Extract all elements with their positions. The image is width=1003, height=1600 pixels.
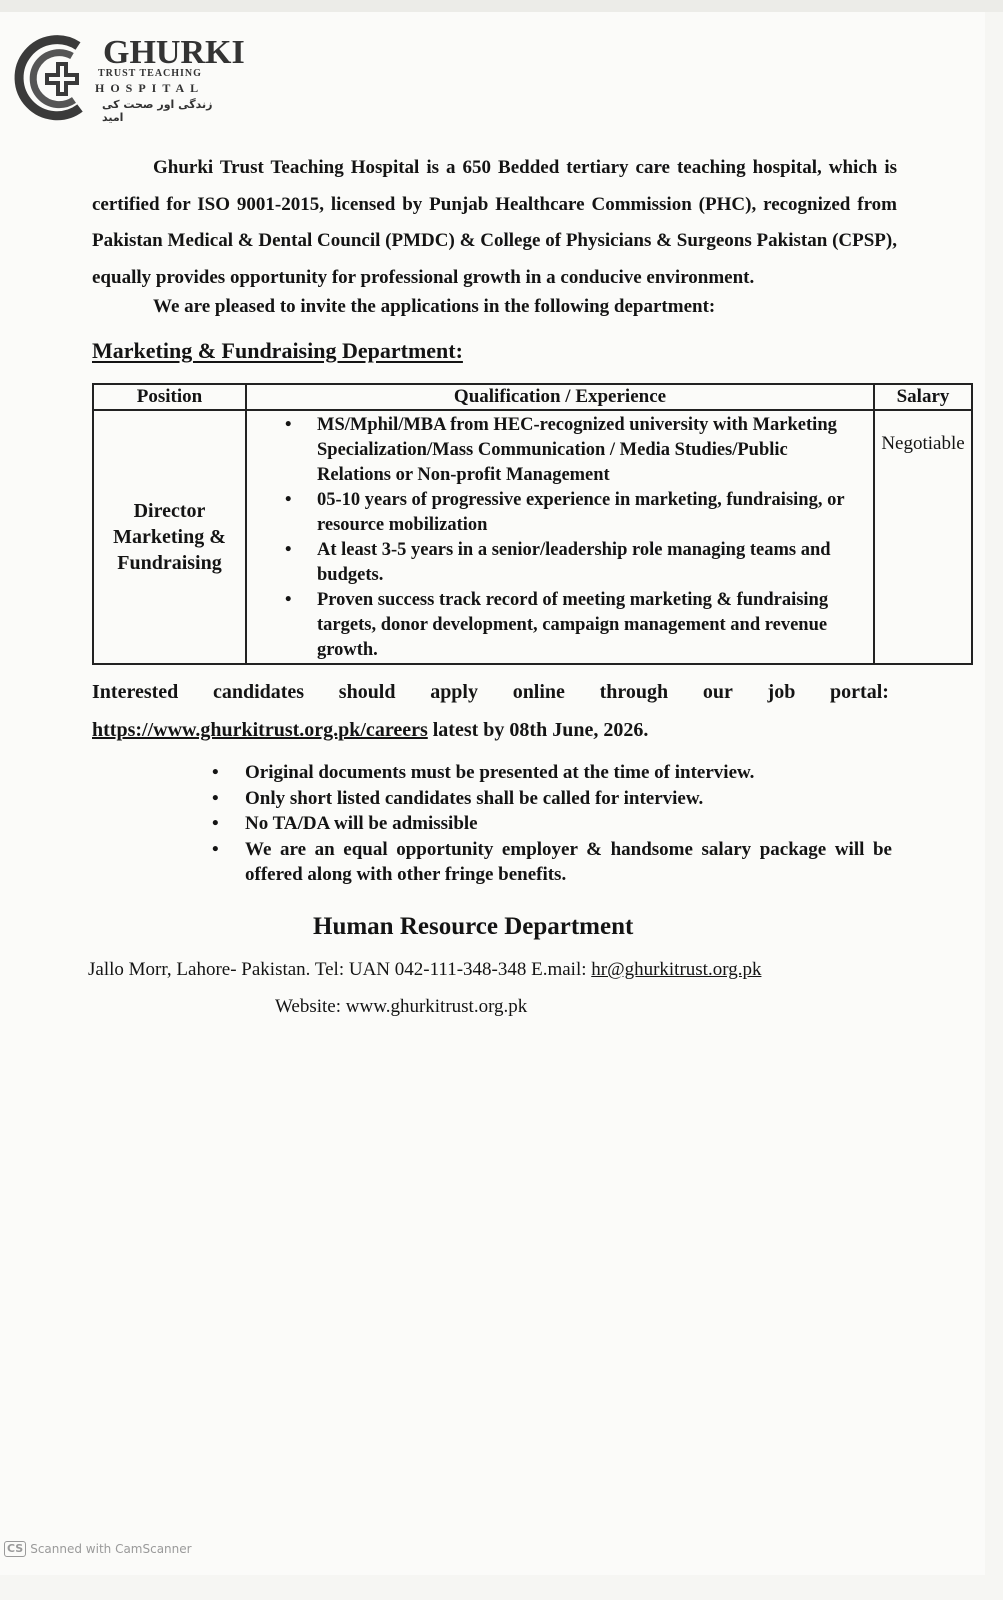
header-position: Position: [93, 384, 246, 410]
position-title: Director Marketing & Fundraising: [93, 410, 246, 664]
bullet-icon: •: [285, 540, 292, 560]
apply-word: should: [338, 681, 396, 703]
qualification-list: [246, 410, 874, 664]
intro-section: [92, 150, 897, 296]
apply-word: online: [512, 681, 565, 703]
hospital-logo: [8, 28, 245, 128]
apply-word: job: [767, 681, 796, 703]
email-link[interactable]: hr@ghurkitrust.org.pk: [591, 959, 762, 980]
bullet-icon: •: [285, 415, 292, 435]
g-plus-logo-icon: [8, 28, 98, 128]
table-row: [93, 410, 972, 664]
apply-word: candidates: [212, 681, 305, 703]
qualification-item: • At least 3-5 years in a senior/leadership role managing teams and budgets.: [285, 540, 831, 585]
contact-address: Jallo Morr, Lahore- Pakistan. Tel: UAN 042-111-348-348 E.mail:: [88, 959, 587, 980]
website-line: Website: www.ghurkitrust.org.pk: [275, 996, 528, 1017]
notes-list: [212, 760, 892, 888]
apply-url-line: [92, 719, 648, 742]
bullet-icon: •: [285, 490, 292, 510]
apply-instructions: [92, 681, 889, 704]
intro-paragraph: Ghurki Trust Teaching Hospital is a 650 Bedded tertiary care teaching hospital, which is certified for ISO 9001-2015, licensed by Punjab Healthcare Commission (PHC), recognized from Pakistan Medical & Dental Council (PMDC) & College of Physicians & Surgeons Pakistan (CPSP), equally provides opportunity for professional growth in a conducive environment.: [92, 157, 897, 288]
apply-word: apply: [430, 681, 478, 703]
camscanner-text: Scanned with CamScanner: [30, 1542, 192, 1556]
list-item: • We are an equal opportunity employer & handsome salary package will be offered along with other fringe benefits.: [212, 837, 892, 888]
header-qualification: Qualification / Experience: [246, 384, 874, 410]
logo-tagline: زندگی اور صحت کی امید: [102, 98, 213, 124]
logo-name: GHURKI: [103, 34, 245, 71]
apply-word: through: [599, 681, 669, 703]
logo-subtitle-2: HOSPITAL: [95, 81, 205, 95]
salary-value: Negotiable: [874, 410, 972, 664]
qualification-item: • MS/Mphil/MBA from HEC-recognized university with Marketing Specialization/Mass Communication / Media Studies/Public Relations or Non-profit Management: [285, 415, 837, 485]
list-item: • No TA/DA will be admissible: [212, 811, 892, 837]
logo-subtitle-1: TRUST TEACHING: [98, 68, 202, 79]
apply-word: Interested: [92, 681, 179, 703]
invite-text: We are pleased to invite the applications in the following department:: [153, 296, 716, 317]
department-heading: Marketing & Fundraising Department:: [92, 338, 463, 363]
careers-link[interactable]: https://www.ghurkitrust.org.pk/careers: [92, 719, 428, 741]
qualification-item: • 05-10 years of progressive experience in marketing, fundraising, or resource mobilization: [285, 490, 845, 535]
scan-edge: [0, 0, 1003, 12]
bullet-icon: •: [285, 590, 292, 610]
qualification-item: • Proven success track record of meeting marketing & fundraising targets, donor development, campaign management and revenue growth.: [285, 590, 829, 660]
apply-word: our: [702, 681, 733, 703]
camscanner-watermark: [4, 1541, 192, 1557]
contact-line: [88, 959, 761, 981]
header-salary: Salary: [874, 384, 972, 410]
positions-table: [92, 383, 973, 665]
hr-department-heading: Human Resource Department: [313, 913, 634, 940]
camscanner-icon: CS: [4, 1541, 26, 1557]
list-item: • Only short listed candidates shall be called for interview.: [212, 786, 892, 812]
list-item: • Original documents must be presented at the time of interview.: [212, 760, 892, 786]
apply-word: portal:: [830, 681, 889, 703]
table-header-row: [93, 384, 972, 410]
deadline-text: latest by 08th June, 2026.: [432, 719, 649, 741]
